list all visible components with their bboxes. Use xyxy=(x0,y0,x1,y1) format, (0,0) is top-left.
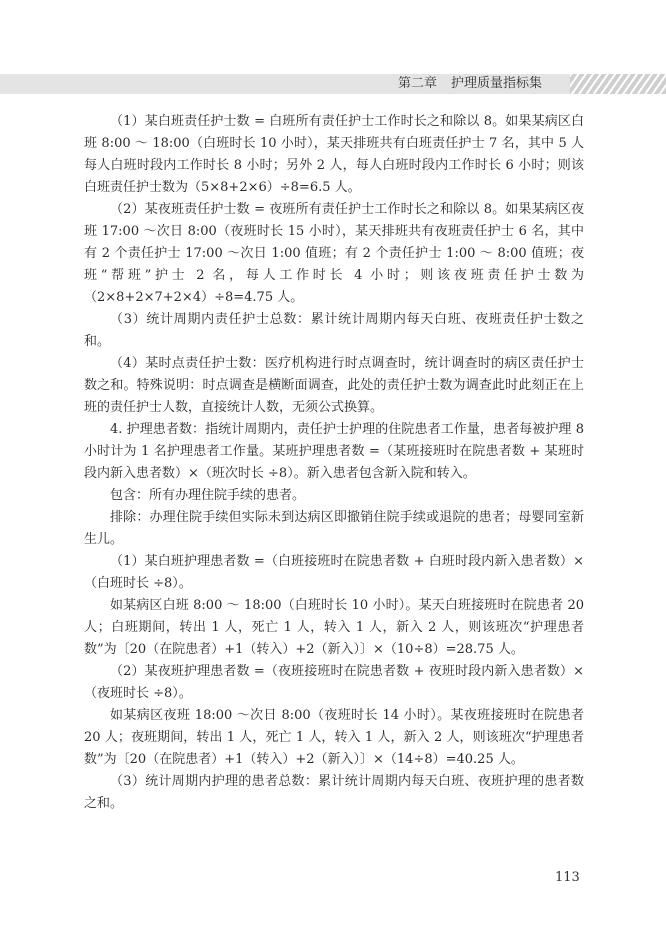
paragraph: 4. 护理患者数：指统计周期内，责任护士护理的住院患者工作量，患者每被护理 8 小时计为 1 名护理患者工作量。某班护理患者数 =（某班接班时在院患者数 + 某班时段内新入患者数）×（班次时长 ÷8）。新入患者包含新入院和转入。 xyxy=(84,422,584,481)
paragraph: （2）某夜班护理患者数 =（夜班接班时在院患者数 + 夜班时段内新入患者数）×（夜班时长 ÷8）。 xyxy=(84,664,584,701)
paragraph: 如某病区白班 8:00 ～ 18:00（白班时长 10 小时）。某天白班接班时在院患者 20 人；白班期间，转出 1 人，死亡 1 人，转入 1 人，新入 2 人，则该班次“护理患者数”为〔20（在院患者）+1（转入）+2（新入）〕×（10÷8）=28.75 人。 xyxy=(84,598,584,657)
paragraph: （1）某白班责任护士数 = 白班所有责任护士工作时长之和除以 8。如果某病区白班 8:00 ～ 18:00（白班时长 10 小时），某天排班共有白班责任护士 7 名，其中 5 人每人白班时段内工作时长 8 小时；另外 2 人，每人白班时段内工作时长 6 小时；则该白班责任护士数为（5×8+2×6）÷8=6.5 人。 xyxy=(84,114,584,195)
page-number: 113 xyxy=(555,870,580,885)
paragraph: （4）某时点责任护士数：医疗机构进行时点调查时，统计调查时的病区责任护士数之和。特殊说明：时点调查是横断面调查，此处的责任护士数为调查此时此刻正在上班的责任护士人数，直接统计人数，无须公式换算。 xyxy=(84,356,584,415)
paragraph: 如某病区夜班 18:00 ～次日 8:00（夜班时长 14 小时）。某夜班接班时在院患者 20 人；夜班期间，转出 1 人，死亡 1 人，转入 1 人，新入 2 人，则该班次“护理患者数”为〔20（在院患者）+1（转入）+2（新入）〕×（14÷8）=40.25 人。 xyxy=(84,708,584,767)
header-decorative-stripes xyxy=(570,74,666,94)
paragraph: （3）统计周期内责任护士总数：累计统计周期内每天白班、夜班责任护士数之和。 xyxy=(84,312,584,349)
paragraph: （3）统计周期内护理的患者总数：累计统计周期内每天白班、夜班护理的患者数之和。 xyxy=(84,774,584,811)
running-header xyxy=(398,74,542,94)
paragraph: 排除：办理住院手续但实际未到达病区即撤销住院手续或退院的患者；母婴同室新生儿。 xyxy=(84,510,584,547)
chapter-label: 第二章 xyxy=(398,76,438,91)
paragraph: 包含：所有办理住院手续的患者。 xyxy=(110,488,306,503)
chapter-title: 护理质量指标集 xyxy=(451,76,543,91)
running-header-band xyxy=(0,74,666,94)
paragraph: （2）某夜班责任护士数 = 夜班所有责任护士工作时长之和除以 8。如果某病区夜班 17:00 ～次日 8:00（夜班时长 15 小时），某天排班共有夜班责任护士 6 名，其中有 2 个责任护士 17:00 ～次日 1:00 值班；有 2 个责任护士 1:00 ～ 8:00 值班；夜班“帮班”护士 2 名，每人工作时长 4 小时；则该夜班责任护士数为（2×8+2×7+2×4）÷8=4.75 人。 xyxy=(84,202,584,305)
paragraph: （1）某白班护理患者数 =（白班接班时在院患者数 + 白班时段内新入患者数）×（白班时长 ÷8）。 xyxy=(84,554,584,591)
body-text xyxy=(84,111,584,815)
